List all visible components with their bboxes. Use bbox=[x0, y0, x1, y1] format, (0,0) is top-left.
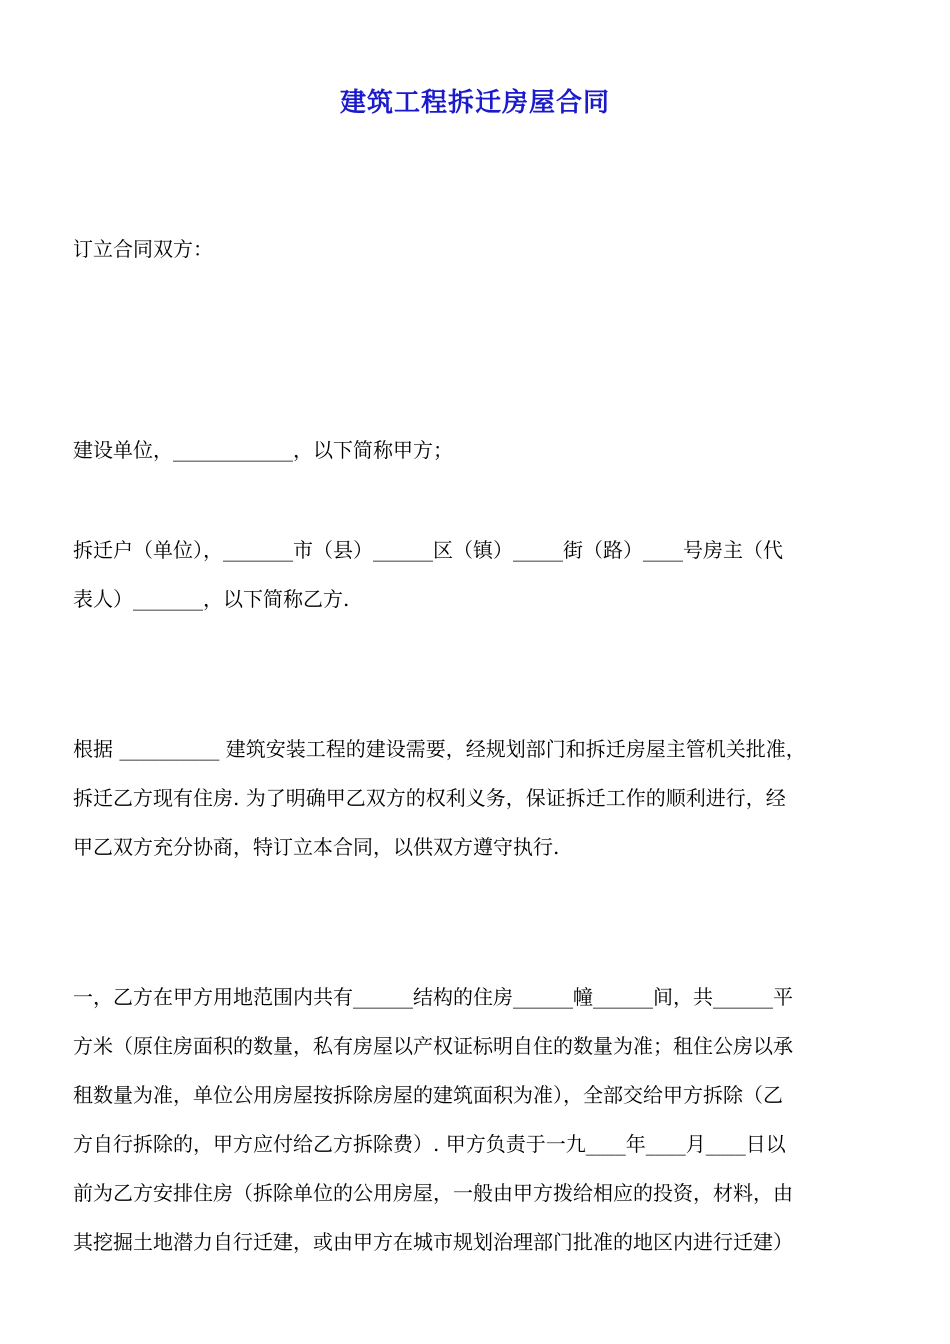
parties-heading bbox=[73, 225, 881, 274]
clause-1-line-2: 方米（原住房面积的数量，私有房屋以产权证标明自住的数量为准；租住公房以承 bbox=[73, 1034, 793, 1058]
parties-heading-text: 订立合同双方： bbox=[73, 237, 213, 261]
preamble-line-1: 根据 __________ 建筑安装工程的建设需要，经规划部门和拆迁房屋主管机关批准， bbox=[73, 737, 806, 761]
clause-1-line-6: 其挖掘土地潜力自行迁建，或由甲方在城市规划治理部门批准的地区内进行迁建） bbox=[73, 1230, 793, 1254]
party-a-paragraph bbox=[73, 426, 881, 475]
party-a-text: 建设单位，____________，以下简称甲方； bbox=[73, 438, 453, 462]
clause-1-line-1: 一，乙方在甲方用地范围内共有______结构的住房______幢______间，共______平 bbox=[73, 985, 793, 1009]
clause-1-line-5: 前为乙方安排住房（拆除单位的公用房屋，一般由甲方拨给相应的投资，材料，由 bbox=[73, 1181, 793, 1205]
clause-1-paragraph bbox=[73, 973, 881, 1267]
party-b-paragraph bbox=[73, 526, 881, 624]
party-b-line-1: 拆迁户（单位），_______市（县）______区（镇）_____街（路）____号房主（代 bbox=[73, 538, 783, 562]
clause-1-line-3: 租数量为准，单位公用房屋按拆除房屋的建筑面积为准），全部交给甲方拆除（乙 bbox=[73, 1083, 783, 1107]
document-title: 建筑工程拆迁房屋合同 bbox=[339, 88, 610, 118]
preamble-line-3: 甲乙双方充分协商，特订立本合同，以供双方遵守执行. bbox=[73, 835, 560, 859]
preamble-paragraph bbox=[73, 725, 881, 872]
clause-1-line-4: 方自行拆除的，甲方应付给乙方拆除费）. 甲方负责于一九____年____月____日以 bbox=[73, 1132, 786, 1156]
party-b-line-2: 表人）_______，以下简称乙方. bbox=[73, 587, 350, 611]
preamble-line-2: 拆迁乙方现有住房. 为了明确甲乙双方的权利义务，保证拆迁工作的顺利进行，经 bbox=[73, 786, 786, 810]
